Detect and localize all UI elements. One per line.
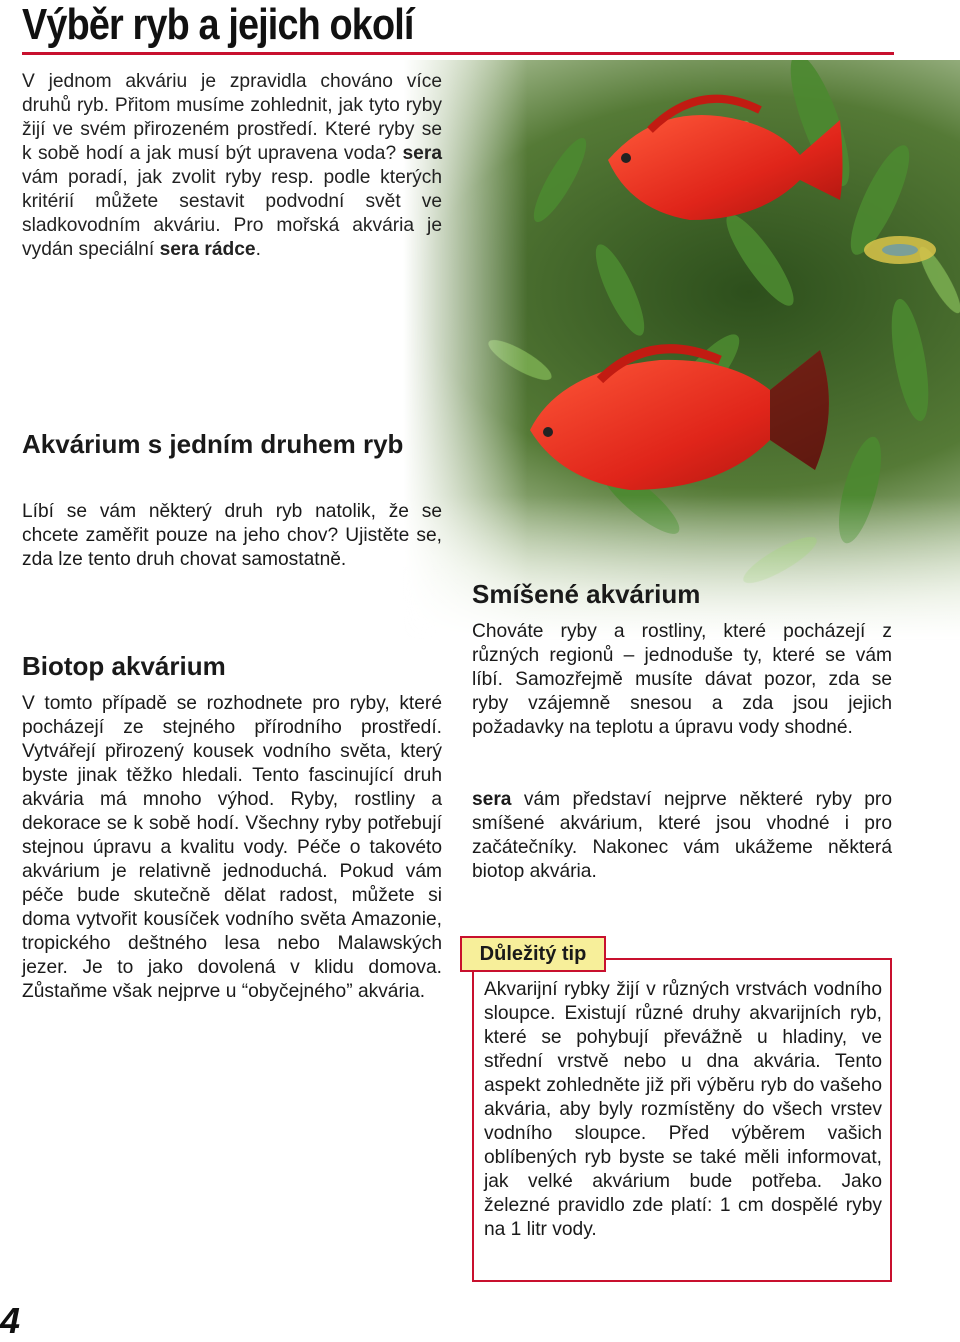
single-species-paragraph: Líbí se vám některý druh ryb natolik, že se chcete zaměřit pouze na jeho chov? Ujistěte se, zda lze tento druh chovat samostatně. [22,501,442,570]
biotop-paragraph: V tomto případě se rozhodnete pro ryby, které pocházejí ze stejného přírodního prostředí. Vytvářejí přirozený kousek vodního světa, který byste jinak těžko hledali. Tento fascinující druh akvária má mnoho výhod. Ryby, rostliny a dekorace se k sobě hodí. Všechny ryby potřebují stejnou úpravu a kvalitu vody. Péče o takovéto akvárium je relativně jednoduchá. Pokud vám péče bude skutečně dělat radost, můžete si doma vytvořit kousíček vodního světa Amazonie, tropického deštného lesa nebo Malawských jezer. Je to jako dovolená v klidu domova. Zůstaňme však nejprve u “obyčejného” akvária. [22,693,442,1002]
page-title: Výběr ryb a jejich okolí [22,0,414,49]
tip-label: Důležitý tip [460,936,606,972]
intro-text-2: vám poradí, jak zvolit ryby resp. podle kterých kritérií můžete sestavit podvodní svět ve sladkovodním akváriu. Pro mořská akvária je vydán speciální [22,167,442,260]
heading-single-species: Akvárium s jedním druhem ryb [22,429,404,459]
intro-text-3: . [255,239,261,260]
intro-paragraph [22,70,442,262]
intro-text-1: V jednom akváriu je zpravidla chováno více druhů ryb. Přitom musíme zohlednit, jak tyto ryby žijí ve svém přirozeném prostředí. Které ryby se k sobě hodí a jak musí být upravena voda? [22,71,442,164]
heading-biotop: Biotop akvárium [22,651,226,681]
brand-sera: sera [402,143,442,164]
brand-sera-mixed: sera [472,789,512,810]
page-number: 4 [0,1300,21,1341]
tip-paragraph: Akvarijní rybky žijí v různých vrstvách vodního sloupce. Existují různé druhy akvarijních ryb, které se pohybují převážně u hladiny, ve střední vrstvě nebo u dna akvária. Tento aspekt zohledněte již při výběru ryb do vašeho akvária, aby byly rozmístěny do všech vrstev vodního sloupce. Před výběrem vašich oblíbených ryb byste se také měli informovat, jak velké akvárium bude potřeba. Jako železné pravidlo zde platí: 1 cm dospělé ryby na 1 litr vody. [484,979,882,1240]
mixed-text-2: vám představí nejprve některé ryby pro smíšené akvárium, které jsou vhodné i pro začátečníky. Nakonec vám ukážeme některá biotop akvária. [472,789,892,882]
mixed-paragraph: Chováte ryby a rostliny, které pocházejí z různých regionů – jednoduše ty, které se vám líbí. Samozřejmě musíte dávat pozor, zda se ryby vzájemně snesou a zda jsou jejich požadavky na teplotu a úpravu vody shodné. [472,621,892,738]
title-divider [22,52,894,55]
heading-mixed: Smíšené akvárium [472,579,701,609]
brand-sera-guide: sera rádce [159,239,256,260]
mixed-paragraph-2 [472,788,892,884]
